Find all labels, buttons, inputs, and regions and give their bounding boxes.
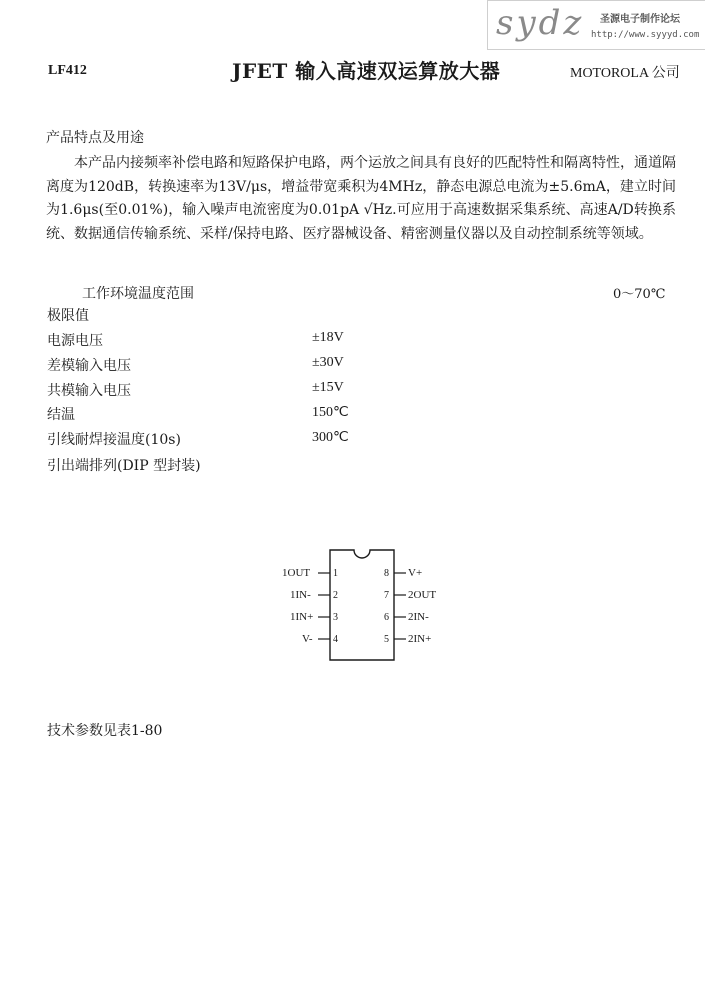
- watermark-logo: sydz: [496, 3, 585, 43]
- pin-2-label: 1IN-: [290, 589, 311, 601]
- dip-package-diagram: [270, 540, 440, 665]
- page-title: JFET 输入高速双运算放大器: [232, 59, 501, 83]
- limit-label: 结温: [47, 407, 75, 423]
- pin-7-number: 7: [384, 590, 389, 601]
- temperature-label: 工作环境温度范围: [82, 286, 194, 302]
- limit-label: 差模输入电压: [47, 358, 131, 374]
- pin-2-number: 2: [333, 590, 338, 601]
- watermark-url: http://www.syyyd.com: [591, 30, 700, 40]
- limit-value: 150℃: [312, 405, 349, 420]
- features-paragraph: 本产品内接频率补偿电路和短路保护电路，两个运放之间具有良好的匹配特性和隔离特性，通道隔离度为120dB，转换速率为13V/μs，增益带宽乘积为4MHz，静态电源总电流为±5.6mA，建立时间为1.6μs(至0.01%)，输入噪声电流密度为0.01pA √Hz.可应用于高速数据采集系统、高速A/D转换系统、数据通信传输系统、采样/保持电路、医疗器械设备、精密测量仪器以及自动控制系统等领域。: [46, 155, 676, 242]
- part-number: LF412: [48, 63, 87, 78]
- limit-value: 300℃: [312, 430, 349, 445]
- footer-note: 技术参数见表1-80: [47, 723, 163, 739]
- limit-label: 共模输入电压: [47, 383, 131, 399]
- pin-3-label: 1IN+: [290, 611, 314, 623]
- features-heading: 产品特点及用途: [46, 130, 144, 146]
- pin-5-label: 2IN+: [408, 633, 432, 645]
- limit-value: ±30V: [312, 355, 344, 370]
- company-name: MOTOROLA 公司: [570, 66, 680, 81]
- temperature-value: 0～70℃: [613, 287, 666, 302]
- pin-6-label: 2IN-: [408, 611, 429, 623]
- limit-label: 引线耐焊接温度(10s): [47, 432, 181, 448]
- pin-8-number: 8: [384, 568, 389, 579]
- limit-value: ±15V: [312, 380, 344, 395]
- pin-7-label: 2OUT: [408, 589, 437, 601]
- pin-3-number: 3: [333, 612, 338, 623]
- watermark: [487, 0, 705, 50]
- pin-6-number: 6: [384, 612, 389, 623]
- limit-value: ±18V: [312, 330, 344, 345]
- pin-4-number: 4: [333, 634, 338, 645]
- pin-1-number: 1: [333, 568, 338, 579]
- pin-8-label: V+: [408, 567, 423, 579]
- pin-1-label: 1OUT: [282, 567, 311, 579]
- limit-label: 电源电压: [47, 333, 103, 349]
- pin-5-number: 5: [384, 634, 389, 645]
- watermark-site-name: 圣源电子制作论坛: [600, 14, 680, 25]
- limits-heading: 极限值: [47, 308, 89, 324]
- pin-4-label: V-: [302, 633, 313, 645]
- pinout-heading: 引出端排列(DIP 型封装): [47, 458, 201, 474]
